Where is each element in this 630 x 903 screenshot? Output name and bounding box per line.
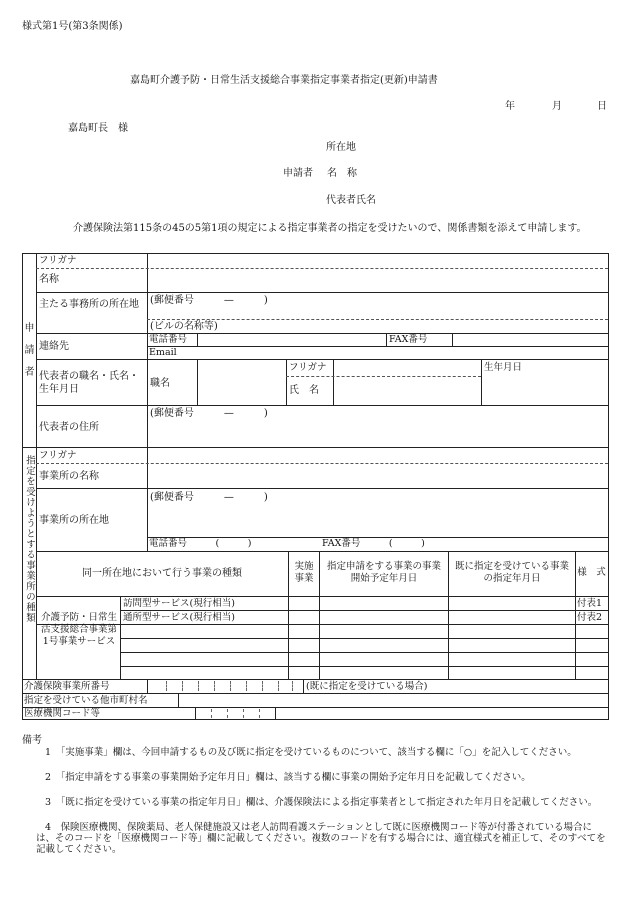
addressee: 嘉島町長 様 [68, 123, 128, 134]
office-furigana-label: フリガナ [39, 450, 77, 461]
page-title: 嘉島町介護予防・日常生活支援総合事業指定事業者指定(更新)申請書 [130, 75, 438, 86]
form-attachment-1: 付表1 [577, 598, 603, 609]
notes-heading: 備考 [22, 735, 42, 746]
rep-address-label: 代表者の住所 [39, 422, 99, 433]
other-municipality-label: 指定を受けている他市町村名 [24, 695, 148, 706]
job-title-label: 職名 [150, 378, 170, 389]
rep-furigana-label: フリガナ [289, 362, 327, 373]
building-name-label: (ビルの名称等) [150, 321, 218, 332]
col-already-designated: 既に指定を受けている事業の指定年月日 [454, 561, 569, 584]
office-postal-label: (郵便番号 — ) [150, 492, 268, 503]
col-start-date: 指定申請をする事業の事業開始予定年月日 [326, 561, 441, 584]
phone-label: 電話番号 [149, 334, 188, 345]
note-item: 1 「実施事業」欄は、今回申請するもの及び既に指定を受けているものについて、該当する欄に「○」を記入してください。 [45, 747, 577, 758]
contact-label: 連絡先 [39, 341, 69, 352]
date-day: 日 [597, 101, 607, 112]
office-fax-label: FAX番号 ( ) [322, 538, 425, 549]
ltc-number-label: 介護保険事業所番号 [24, 681, 110, 692]
applicant-location-label: 所在地 [326, 142, 356, 153]
date-month: 月 [552, 101, 562, 112]
rep-postal-label: (郵便番号 — ) [150, 408, 268, 419]
office-phone-label: 電話番号 ( ) [149, 538, 252, 549]
section-applicant: 申請者 [24, 323, 35, 378]
representative-name-label: 代表者氏名 [326, 195, 376, 206]
fax-label: FAX番号 [389, 334, 428, 345]
main-office-label: 主たる事務所の所在地 [39, 299, 139, 310]
col-implemented: 実施事業 [294, 561, 314, 584]
col-business-types: 同一所在地において行う事業の種類 [82, 568, 242, 579]
service-group-label: 介護予防・日常生活支援総合事業第1号事業サービス [40, 612, 117, 647]
ltc-number-note: (既に指定を受けている場合) [306, 681, 428, 692]
name-label: 名称 [39, 274, 59, 285]
date-year: 年 [505, 101, 515, 112]
office-address-label: 事業所の所在地 [39, 515, 109, 526]
applicant-label: 申請者 [283, 168, 313, 179]
col-form: 様 式 [577, 567, 606, 578]
medical-code-label: 医療機関コード等 [24, 708, 101, 719]
office-name-label: 事業所の名称 [39, 471, 99, 482]
applicant-name-label: 名 称 [327, 168, 357, 179]
note-item: 4 保険医療機関、保険薬局、老人保健施設又は老人訪問看護ステーションとして既に医療機関コード等が付番されている場合には、そのコードを「医療機関コード等」欄に記載してください。複数のコードを有する場合には、適宜様式を補正して、そのすべてを記載してください。 [36, 822, 606, 855]
section-office-type: 指定を受けようとする事業所の種類 [24, 455, 35, 623]
rep-name-label: 氏 名 [289, 385, 319, 396]
note-item: 3 「既に指定を受けている事業の指定年月日」欄は、介護保険法による指定事業者として指定された年月日を記載してください。 [45, 797, 598, 808]
service-day-care: 通所型サービス(現行相当) [123, 612, 235, 623]
dob-label: 生年月日 [484, 362, 523, 373]
postal-code-label: (郵便番号 — ) [150, 295, 268, 306]
form-attachment-2: 付表2 [577, 612, 603, 623]
service-home-visit: 訪問型サービス(現行相当) [123, 598, 235, 609]
note-item: 2 「指定申請をする事業の事業開始予定年月日」欄は、該当する欄に事業の開始予定年月日を記載してください。 [45, 772, 531, 783]
intro-text: 介護保険法第115条の45の5第1項の規定による指定事業者の指定を受けたいので、関係書類を添えて申請します。 [73, 223, 587, 234]
furigana-label: フリガナ [39, 255, 77, 266]
email-label: Email [149, 347, 177, 358]
rep-title-label: 代表者の職名・氏名・生年月日 [39, 371, 139, 395]
form-number: 様式第1号(第3条関係) [22, 21, 123, 32]
